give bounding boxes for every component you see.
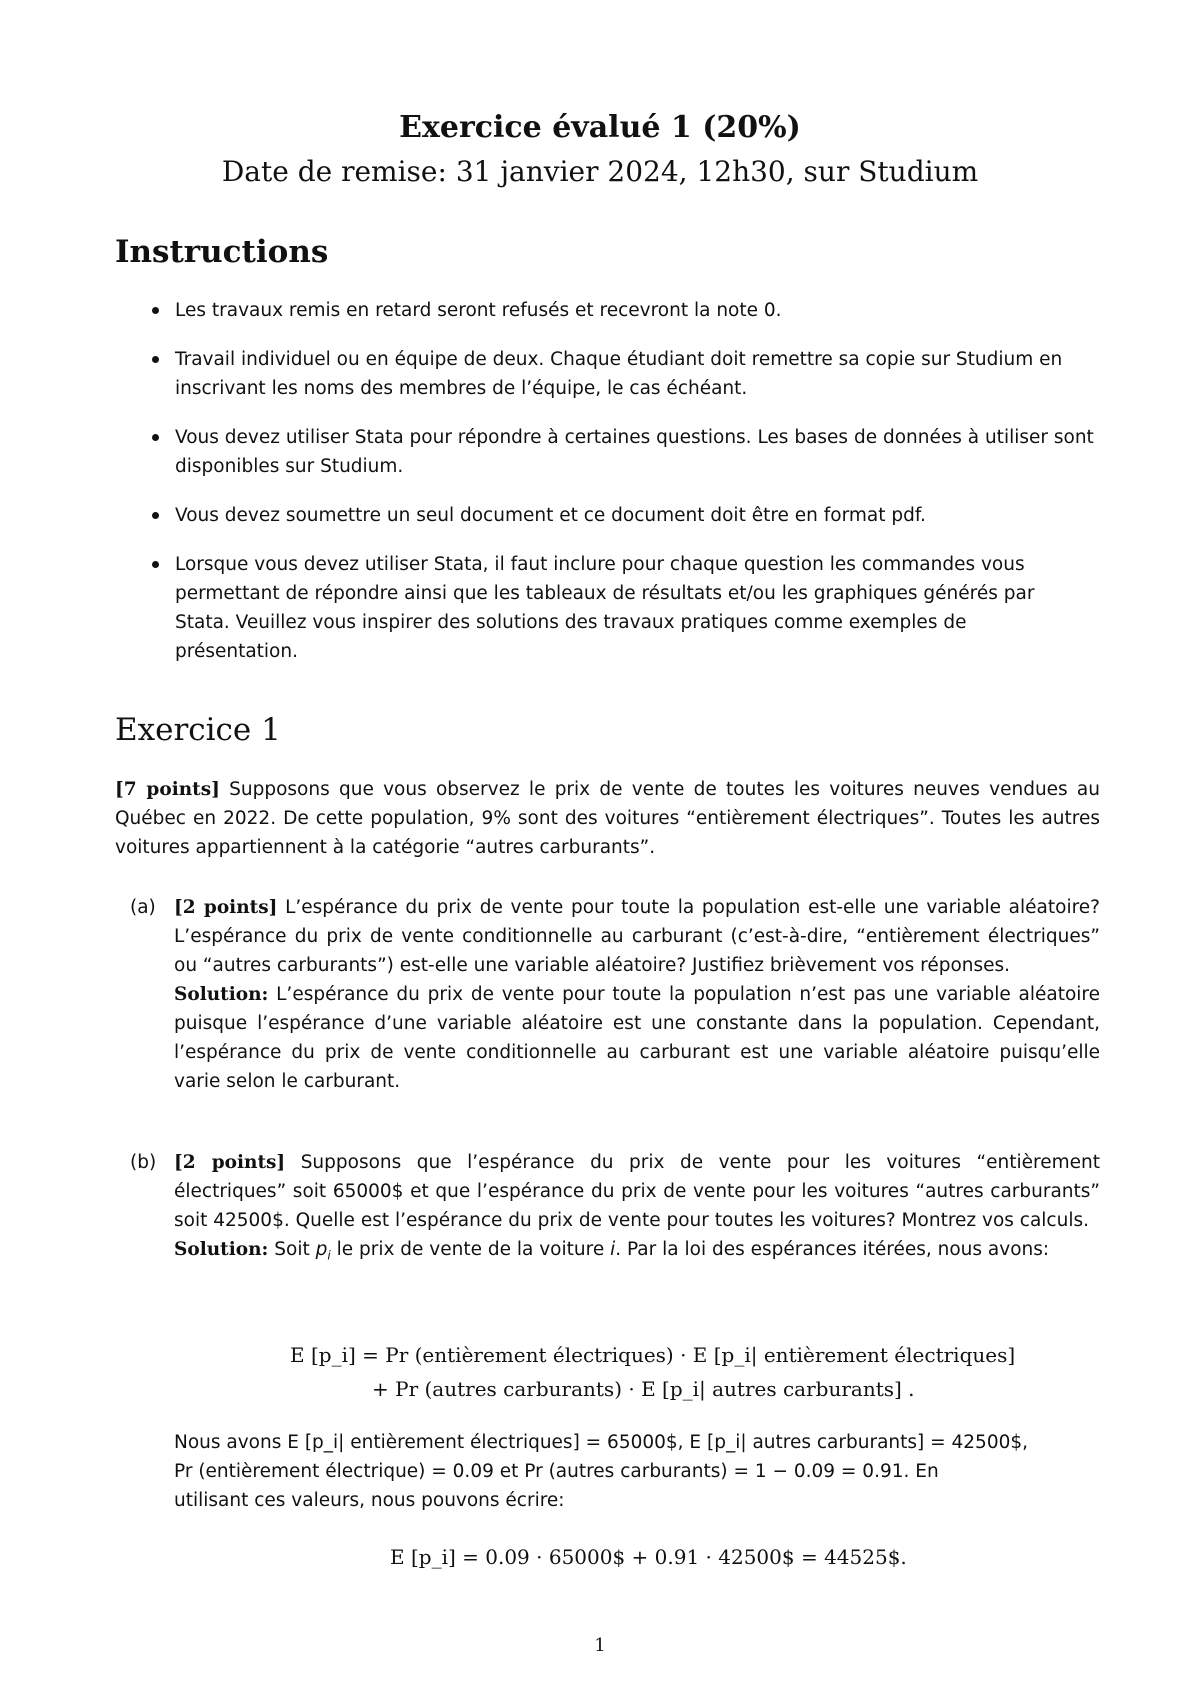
due-date-subtitle: Date de remise: 31 janvier 2024, 12h30, sur Studium xyxy=(221,155,979,188)
instructions-list xyxy=(145,296,1095,686)
solution-b-sub: i xyxy=(327,1248,331,1263)
page-number: 1 xyxy=(594,1635,606,1656)
instructions-heading: Instructions xyxy=(115,234,329,270)
equation-result: E [p_i] = 0.09 · 65000$ + 0.91 · 42500$ = 44525$. xyxy=(390,1545,907,1569)
equation-iterated-expectations-line1: E [p_i] = Pr (entièrement électriques) · E [p_i| entièrement électriques] xyxy=(290,1343,1016,1367)
instruction-item: Vous devez utiliser Stata pour répondre à certaines questions. Les bases de données à utiliser sont disponibles sur Studium. xyxy=(145,423,1095,481)
values-line-1: Nous avons E [p_i| entièrement électriques] = 65000$, E [p_i| autres carburants] = 42500$, xyxy=(174,1432,1029,1453)
values-paragraph xyxy=(174,1428,1100,1515)
values-line-3: utilisant ces valeurs, nous pouvons écrire: xyxy=(174,1490,565,1511)
instruction-item: Travail individuel ou en équipe de deux. Chaque étudiant doit remettre sa copie sur Studium en inscrivant les noms des membres de l’équipe, le cas échéant. xyxy=(145,345,1095,403)
intro-text: Supposons que vous observez le prix de vente de toutes les voitures neuves vendues au Québec en 2022. De cette population, 9% sont des voitures “entièrement électriques”. Toutes les autres voitures appartiennent à la catégorie “autres carburants”. xyxy=(115,779,1100,858)
solution-b-label: Solution: xyxy=(174,1239,269,1260)
question-a-text: L’espérance du prix de vente pour toute la population est-elle une variable aléatoire? L’espérance du prix de vente conditionnelle au carburant (c’est-à-dire, “entièrement électriques” ou “autres carburants”) est-elle une variable aléatoire? Justifiez brièvement vos réponses. xyxy=(174,897,1100,976)
solution-a-text: L’espérance du prix de vente pour toute la population n’est pas une variable aléatoire puisque l’espérance d’une variable aléatoire est une constante dans la population. Cependant, l’espérance du prix de vente conditionnelle au carburant est une variable aléatoire puisqu’elle varie selon le carburant. xyxy=(174,984,1100,1092)
instruction-item: Vous devez soumettre un seul document et ce document doit être en format pdf. xyxy=(145,501,1095,530)
exercise-heading: Exercice 1 xyxy=(115,712,281,748)
solution-b-i: i xyxy=(610,1239,616,1260)
exercise-intro xyxy=(115,775,1100,862)
question-b-label: (b) xyxy=(130,1152,157,1173)
page-title: Exercice évalué 1 (20%) xyxy=(399,110,801,145)
question-a-points: [2 points] xyxy=(174,897,278,918)
question-a-label: (a) xyxy=(130,897,156,918)
solution-b-post: . Par la loi des espérances itérées, nous avons: xyxy=(615,1239,1050,1260)
solution-a-label: Solution: xyxy=(174,984,269,1005)
question-b-points: [2 points] xyxy=(174,1152,286,1173)
intro-points: [7 points] xyxy=(115,779,220,800)
solution-b-pre: Soit xyxy=(268,1239,316,1260)
instruction-item: Les travaux remis en retard seront refusés et recevront la note 0. xyxy=(145,296,1095,325)
question-b-text: Supposons que l’espérance du prix de vente pour les voitures “entièrement électriques” soit 65000$ et que l’espérance du prix de vente pour les voitures “autres carburants” soit 42500$. Quelle est l’espérance du prix de vente pour toutes les voitures? Montrez vos calculs. xyxy=(174,1152,1100,1231)
values-line-2: Pr (entièrement électrique) = 0.09 et Pr (autres carburants) = 1 − 0.09 = 0.91. En xyxy=(174,1461,939,1482)
solution-b-mid: le prix de vente de la voiture xyxy=(330,1239,611,1260)
solution-b-var: p xyxy=(315,1239,328,1260)
instruction-item: Lorsque vous devez utiliser Stata, il faut inclure pour chaque question les commandes vous permettant de répondre ainsi que les tableaux de résultats et/ou les graphiques générés par Stata. Veuillez vous inspirer des solutions des travaux pratiques comme exemples de présentation. xyxy=(145,550,1095,666)
equation-iterated-expectations-line2: + Pr (autres carburants) · E [p_i| autres carburants] . xyxy=(372,1377,915,1401)
